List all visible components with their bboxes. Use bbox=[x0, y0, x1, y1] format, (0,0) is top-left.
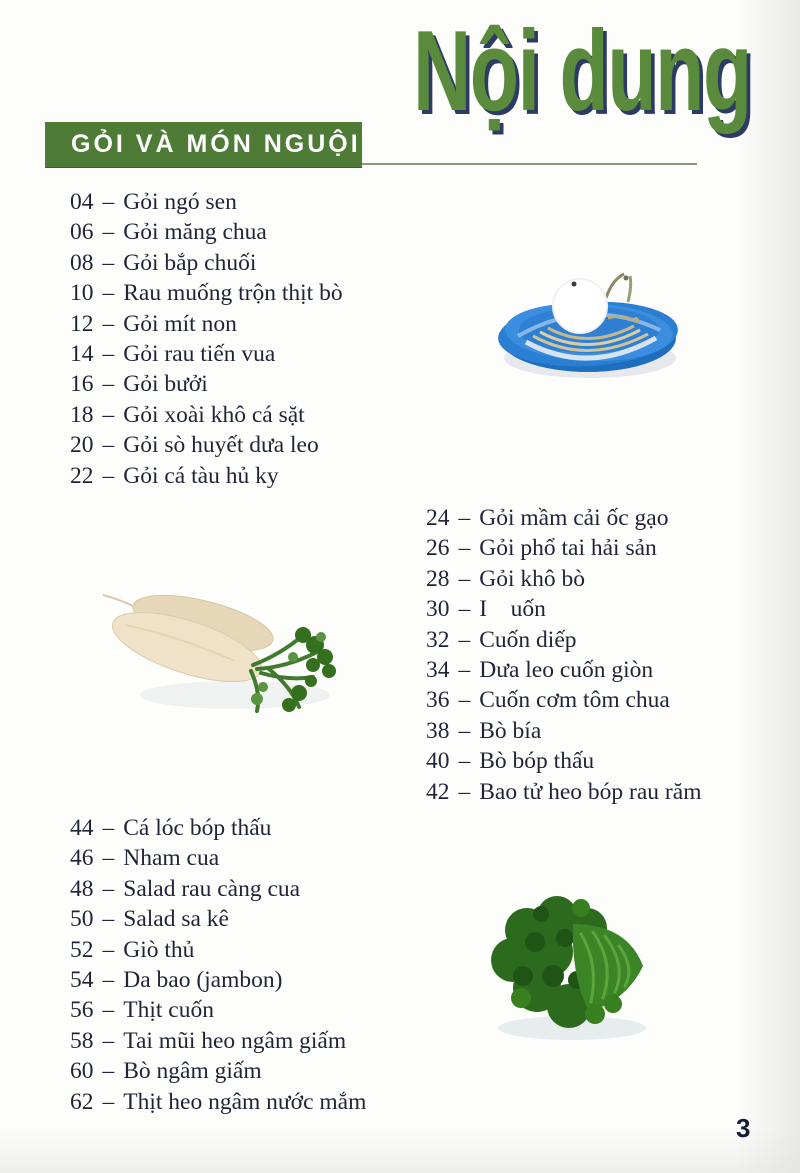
toc-item-separator: – bbox=[102, 875, 115, 902]
toc-item-title: Gỏi bắp chuối bbox=[123, 249, 257, 276]
toc-item-separator: – bbox=[102, 967, 115, 994]
toc-item-page: 54 bbox=[70, 967, 94, 994]
header-rule bbox=[362, 163, 697, 165]
toc-item-title: Cá lóc bóp thấu bbox=[123, 815, 272, 841]
toc-item bbox=[70, 904, 366, 934]
toc-item-title: Nham cua bbox=[123, 845, 220, 872]
toc-item bbox=[70, 309, 343, 339]
toc-item-separator: – bbox=[102, 371, 115, 398]
toc-list-1 bbox=[70, 187, 343, 491]
toc-item-separator: – bbox=[102, 1027, 115, 1054]
section-header-label: GỎI VÀ MÓN NGUỘI bbox=[71, 130, 361, 158]
toc-item-title: Gỏi mít non bbox=[123, 310, 237, 337]
toc-item-separator: – bbox=[102, 249, 115, 276]
toc-item bbox=[70, 1056, 366, 1086]
toc-item-title: Giò thủ bbox=[123, 936, 195, 963]
toc-item-page: 38 bbox=[426, 717, 450, 744]
toc-item-title: Gỏi ngó sen bbox=[123, 189, 237, 215]
toc-item bbox=[70, 935, 366, 965]
toc-item-separator: – bbox=[102, 1088, 115, 1115]
toc-item-page: 30 bbox=[426, 596, 450, 623]
toc-item-title: Bao tử heo bóp rau răm bbox=[479, 778, 702, 805]
toc-item-page: 26 bbox=[426, 535, 450, 562]
toc-item bbox=[426, 533, 701, 563]
toc-item-separator: – bbox=[102, 432, 115, 459]
toc-item-separator: – bbox=[458, 748, 471, 775]
toc-item-separator: – bbox=[102, 845, 115, 872]
toc-item bbox=[70, 187, 343, 217]
toc-item-page: 42 bbox=[426, 778, 450, 805]
toc-item bbox=[426, 594, 701, 624]
toc-item-separator: – bbox=[102, 401, 115, 428]
page-number: 3 bbox=[736, 1113, 751, 1143]
toc-item-title: Dưa leo cuốn giòn bbox=[479, 657, 654, 684]
toc-item bbox=[426, 625, 701, 655]
toc-item-page: 56 bbox=[70, 997, 94, 1024]
toc-item-title: Cuốn cơm tôm chua bbox=[479, 687, 670, 714]
toc-item-page: 22 bbox=[70, 462, 94, 489]
toc-item-separator: – bbox=[102, 280, 115, 307]
toc-item bbox=[426, 777, 701, 807]
toc-item-page: 40 bbox=[426, 748, 450, 775]
toc-item bbox=[426, 685, 701, 715]
toc-item-title: Gỏi bưởi bbox=[123, 371, 208, 398]
toc-item-separator: – bbox=[102, 462, 115, 489]
toc-item bbox=[70, 813, 366, 843]
toc-item bbox=[426, 564, 701, 594]
toc-item-separator: – bbox=[102, 936, 115, 963]
toc-item bbox=[70, 369, 343, 399]
toc-item-title: Tai mũi heo ngâm giấm bbox=[123, 1027, 347, 1054]
toc-item-page: 10 bbox=[70, 280, 94, 307]
toc-item-page: 08 bbox=[70, 249, 94, 276]
toc-item bbox=[426, 503, 701, 533]
toc-item-page: 60 bbox=[70, 1058, 94, 1085]
toc-item-title: Bò ngâm giấm bbox=[123, 1058, 262, 1085]
toc-item-separator: – bbox=[102, 310, 115, 337]
toc-item-title: Gỏi sò huyết dưa leo bbox=[123, 432, 319, 459]
toc-item-separator: – bbox=[102, 1058, 115, 1085]
section-header-bar bbox=[45, 122, 362, 167]
toc-item-page: 48 bbox=[70, 875, 94, 902]
toc-item-separator: – bbox=[458, 505, 471, 531]
toc-item bbox=[426, 716, 701, 746]
toc-item-title: Gỏi phổ tai hải sản bbox=[479, 535, 657, 562]
toc-item bbox=[70, 217, 343, 247]
toc-item-separator: – bbox=[458, 626, 471, 653]
toc-list-3 bbox=[70, 813, 366, 1117]
toc-item-separator: – bbox=[458, 778, 471, 805]
toc-item-title: Bò bía bbox=[479, 717, 542, 744]
toc-item-page: 50 bbox=[70, 906, 94, 933]
toc-item bbox=[426, 655, 701, 685]
toc-item-title: Gỏi xoài khô cá sặt bbox=[123, 401, 305, 428]
toc-item-separator: – bbox=[102, 341, 115, 368]
toc-item-page: 36 bbox=[426, 687, 450, 714]
toc-item-page: 12 bbox=[70, 310, 94, 337]
toc-item-separator: – bbox=[102, 815, 115, 841]
toc-item-separator: – bbox=[458, 687, 471, 714]
toc-item-title: Gỏi mầm cải ốc gạo bbox=[479, 505, 669, 531]
toc-item-page: 52 bbox=[70, 936, 94, 963]
toc-item bbox=[426, 746, 701, 776]
toc-item bbox=[70, 1026, 366, 1056]
toc-item-page: 32 bbox=[426, 626, 450, 653]
toc-item-page: 34 bbox=[426, 657, 450, 684]
toc-item-title: Thịt cuốn bbox=[123, 997, 214, 1024]
toc-item bbox=[70, 278, 343, 308]
page-title: Nội dung bbox=[413, 6, 751, 135]
toc-item-page: 44 bbox=[70, 815, 94, 841]
toc-item-title: Rau muống trộn thịt bò bbox=[123, 280, 343, 307]
toc-item bbox=[70, 965, 366, 995]
toc-item-page: 20 bbox=[70, 432, 94, 459]
toc-list-2 bbox=[426, 503, 701, 807]
toc-item bbox=[70, 995, 366, 1025]
toc-item-page: 06 bbox=[70, 219, 94, 246]
toc-item bbox=[70, 874, 366, 904]
toc-item bbox=[70, 400, 343, 430]
toc-item bbox=[70, 430, 343, 460]
toc-item bbox=[70, 1087, 366, 1117]
toc-item-separator: – bbox=[102, 189, 115, 215]
toc-item-title: Thịt heo ngâm nước mắm bbox=[123, 1088, 367, 1115]
toc-item-page: 46 bbox=[70, 845, 94, 872]
toc-item-title: Salad rau càng cua bbox=[123, 875, 301, 902]
toc-item-title: Gỏi măng chua bbox=[123, 219, 267, 246]
toc-item-separator: – bbox=[458, 657, 471, 684]
toc-item-separator: – bbox=[458, 565, 471, 592]
toc-item-separator: – bbox=[458, 717, 471, 744]
toc-item-page: 28 bbox=[426, 565, 450, 592]
toc-item-page: 16 bbox=[70, 371, 94, 398]
toc-item-title: Gỏi cá tàu hủ ky bbox=[123, 462, 279, 489]
radish-image bbox=[85, 565, 357, 717]
toc-item-title: Cuốn diếp bbox=[479, 626, 577, 653]
toc-item bbox=[70, 248, 343, 278]
toc-item-title: Gỏi rau tiến vua bbox=[123, 341, 276, 368]
lettuce-image bbox=[477, 880, 667, 1042]
toc-item-separator: – bbox=[102, 906, 115, 933]
toc-item-page: 14 bbox=[70, 341, 94, 368]
toc-item bbox=[70, 461, 343, 491]
toc-item-page: 04 bbox=[70, 189, 94, 215]
toc-item-title: Salad sa kê bbox=[123, 906, 229, 933]
toc-item-separator: – bbox=[102, 997, 115, 1024]
toc-item-page: 62 bbox=[70, 1088, 94, 1115]
lotus-plate-image bbox=[488, 258, 688, 390]
toc-item-title: Da bao (jambon) bbox=[123, 967, 283, 994]
toc-item-separator: – bbox=[458, 535, 471, 562]
toc-item-page: 24 bbox=[426, 505, 450, 531]
toc-item-title: Bò bóp thấu bbox=[479, 748, 595, 775]
toc-item-page: 58 bbox=[70, 1027, 94, 1054]
toc-item bbox=[70, 339, 343, 369]
toc-item-page: 18 bbox=[70, 401, 94, 428]
toc-item bbox=[70, 843, 366, 873]
toc-item-separator: – bbox=[102, 219, 115, 246]
toc-item-title: I uốn bbox=[479, 596, 546, 623]
toc-item-title: Gỏi khô bò bbox=[479, 565, 585, 592]
toc-item-separator: – bbox=[458, 596, 471, 623]
